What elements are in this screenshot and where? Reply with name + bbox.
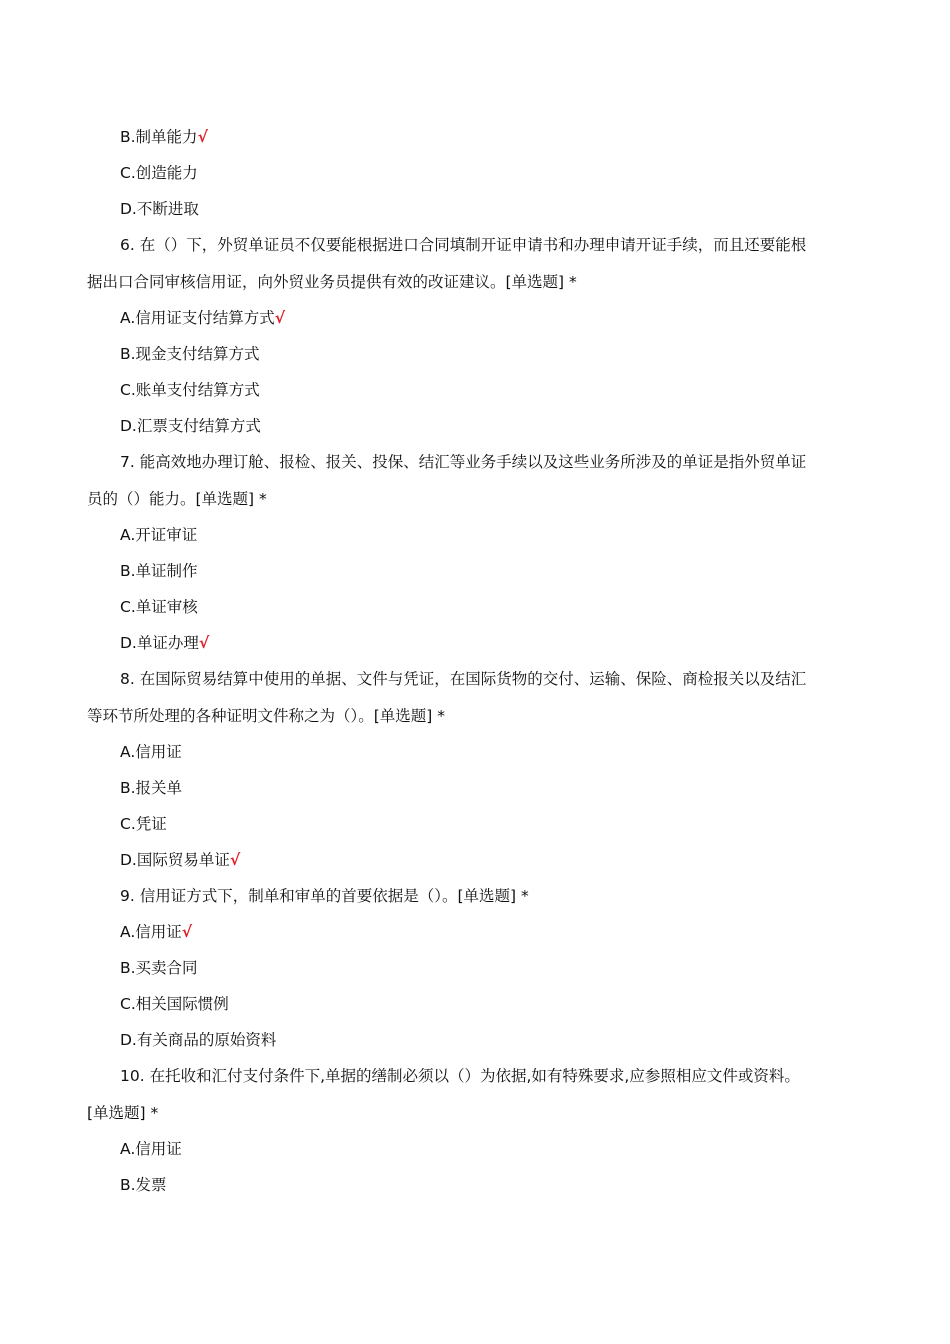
option-text: B.报关单 <box>120 779 183 797</box>
option-text: A.信用证 <box>120 743 182 761</box>
correct-checkmark-icon: √ <box>229 851 241 869</box>
correct-checkmark-icon: √ <box>198 634 210 652</box>
q8-option-b <box>120 778 182 798</box>
q7-option-b <box>120 561 198 581</box>
option-text: C.凭证 <box>120 815 167 833</box>
q10-option-b <box>120 1175 167 1195</box>
correct-checkmark-icon: √ <box>274 309 286 327</box>
q8-question-line-1: 8. 在国际贸易结算中使用的单据、文件与凭证，在国际货物的交付、运输、保险、商检报关以及结汇 <box>120 670 807 688</box>
q6-option-b <box>120 344 260 364</box>
q6-option-d <box>120 416 261 436</box>
option-text: B.买卖合同 <box>120 959 198 977</box>
q5-option-d <box>120 199 199 219</box>
q9-question-line-1: 9. 信用证方式下，制单和审单的首要依据是（）。[单选题] * <box>120 887 529 905</box>
option-text: C.相关国际惯例 <box>120 995 229 1013</box>
option-text: C.账单支付结算方式 <box>120 381 260 399</box>
q9-option-a <box>120 922 192 942</box>
option-text: A.信用证 <box>120 1140 182 1158</box>
option-text: B.制单能力 <box>120 128 198 146</box>
q6-option-a <box>120 308 285 328</box>
option-text: A.开证审证 <box>120 526 198 544</box>
q7-option-a <box>120 525 197 545</box>
q7-question-line-1: 7. 能高效地办理订舱、报检、报关、投保、结汇等业务手续以及这些业务所涉及的单证是指外贸单证 <box>120 453 807 471</box>
option-text: B.发票 <box>120 1176 167 1194</box>
option-text: D.单证办理 <box>120 634 199 652</box>
q10-question-line-2: [单选题] * <box>87 1104 159 1122</box>
option-text: D.不断进取 <box>120 200 199 218</box>
q6-question-line-1: 6. 在（）下，外贸单证员不仅要能根据进口合同填制开证申请书和办理申请开证手续，而且还要能根 <box>120 236 807 254</box>
q8-question-line-2: 等环节所处理的各种证明文件称之为（）。[单选题] * <box>87 707 446 725</box>
option-text: B.现金支付结算方式 <box>120 345 260 363</box>
option-text: B.单证制作 <box>120 562 198 580</box>
option-text: C.单证审核 <box>120 598 198 616</box>
correct-checkmark-icon: √ <box>181 923 193 941</box>
q5-option-b <box>120 127 208 147</box>
q5-option-c <box>120 163 198 183</box>
q8-option-d <box>120 850 240 870</box>
q9-option-b <box>120 958 198 978</box>
option-text: D.有关商品的原始资料 <box>120 1031 277 1049</box>
q9-option-d <box>120 1030 276 1050</box>
q8-option-a <box>120 742 182 762</box>
q7-option-d <box>120 633 209 653</box>
option-text: C.创造能力 <box>120 164 198 182</box>
q7-question-line-2: 员的（）能力。[单选题] * <box>87 490 267 508</box>
q6-option-c <box>120 380 260 400</box>
option-text: A.信用证 <box>120 923 182 941</box>
q8-option-c <box>120 814 167 834</box>
q6-question-line-2: 据出口合同审核信用证，向外贸业务员提供有效的改证建议。[单选题] * <box>87 273 577 291</box>
option-text: A.信用证支付结算方式 <box>120 309 275 327</box>
option-text: D.汇票支付结算方式 <box>120 417 261 435</box>
q10-option-a <box>120 1139 182 1159</box>
correct-checkmark-icon: √ <box>197 128 208 146</box>
q9-option-c <box>120 994 229 1014</box>
option-text: D.国际贸易单证 <box>120 851 230 869</box>
q10-question-line-1: 10. 在托收和汇付支付条件下,单据的缮制必须以（）为依据,如有特殊要求,应参照相应文件或资料。 <box>120 1067 800 1085</box>
q7-option-c <box>120 597 198 617</box>
